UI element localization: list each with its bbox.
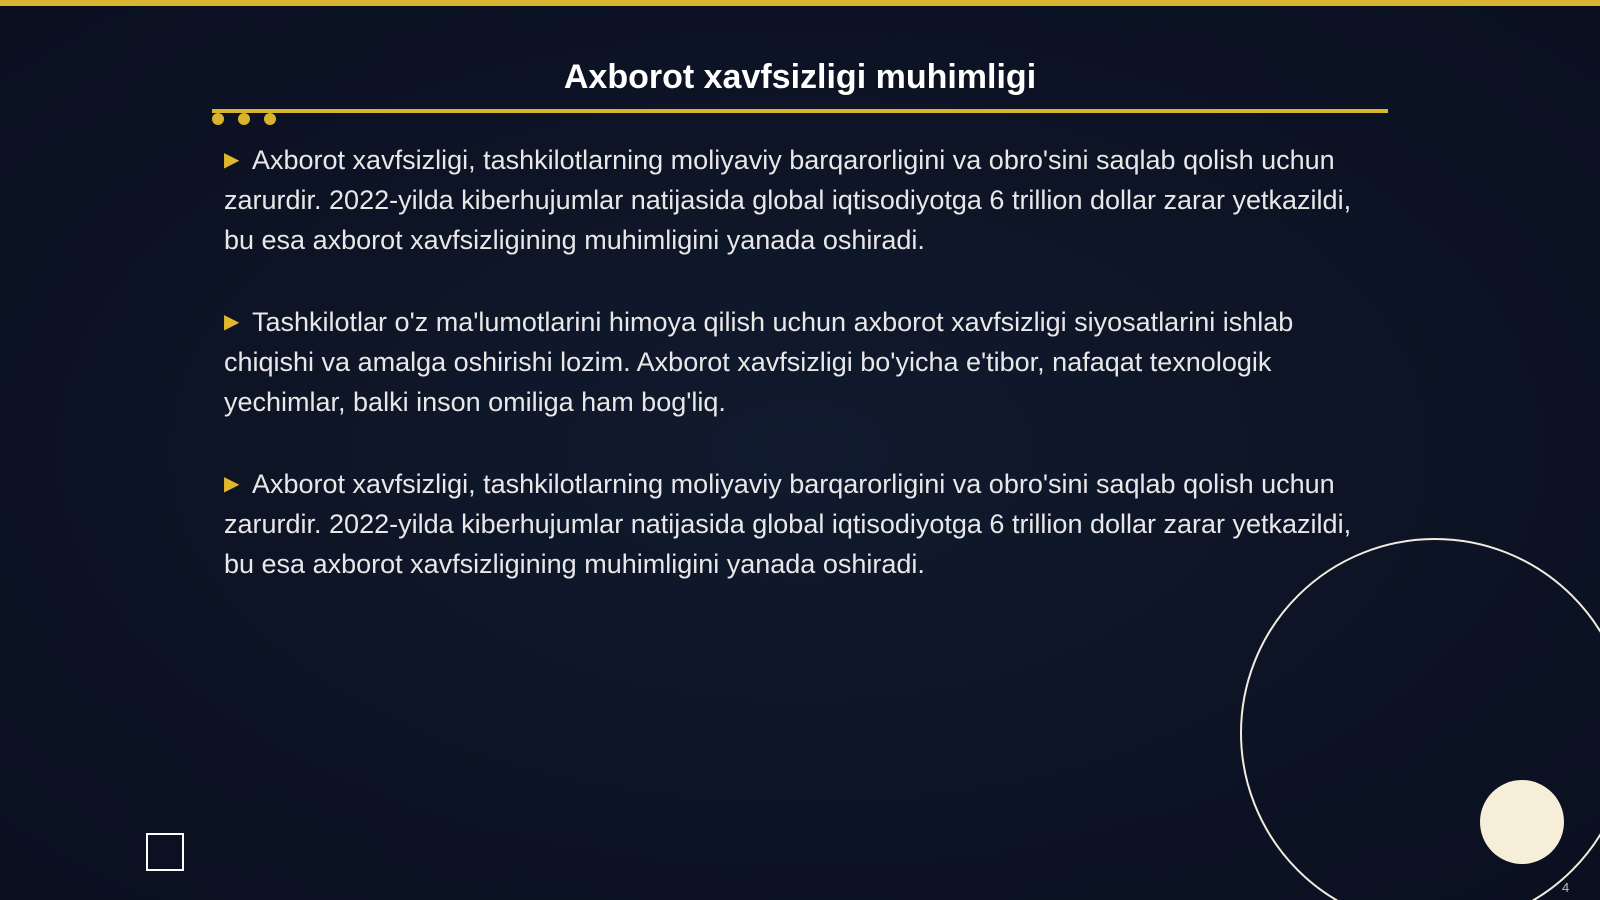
bullet-list xyxy=(224,140,1374,626)
triangle-bullet-icon: ▶ xyxy=(224,311,240,333)
page-number: 4 xyxy=(1562,880,1570,895)
bullet-item xyxy=(224,302,1374,422)
decorative-dot xyxy=(212,113,224,125)
triangle-bullet-icon: ▶ xyxy=(224,473,240,495)
bullet-text: Axborot xavfsizligi, tashkilotlarning moliyaviy barqarorligini va obro'sini saqlab qolish uchun zarurdir. 2022-yilda kiberhujumlar natijasida global iqtisodiyotga 6 trillion dollar zarar yetkazildi, bu esa axborot xavfsizligining muhimligini yanada oshiradi. xyxy=(224,145,1352,255)
bullet-item xyxy=(224,140,1374,260)
triangle-bullet-icon: ▶ xyxy=(224,149,240,171)
slide-title: Axborot xavfsizligi muhimligi xyxy=(563,58,1037,96)
top-accent-bar xyxy=(0,0,1600,6)
decorative-dot xyxy=(238,113,250,125)
decorative-square-icon xyxy=(146,833,184,871)
bullet-item xyxy=(224,464,1374,584)
decorative-dot xyxy=(264,113,276,125)
bullet-text: Tashkilotlar o'z ma'lumotlarini himoya qilish uchun axborot xavfsizligi siyosatlarini ishlab chiqishi va amalga oshirishi lozim. Axborot xavfsizligi bo'yicha e'tibor, nafaqat texnologik yechimlar, balki inson omiliga ham bog'liq. xyxy=(224,307,1294,417)
decorative-circle-filled xyxy=(1480,780,1564,864)
title-underline xyxy=(212,109,1388,113)
bullet-text: Axborot xavfsizligi, tashkilotlarning moliyaviy barqarorligini va obro'sini saqlab qolish uchun zarurdir. 2022-yilda kiberhujumlar natijasida global iqtisodiyotga 6 trillion dollar zarar yetkazildi, bu esa axborot xavfsizligining muhimligini yanada oshiradi. xyxy=(224,469,1352,579)
